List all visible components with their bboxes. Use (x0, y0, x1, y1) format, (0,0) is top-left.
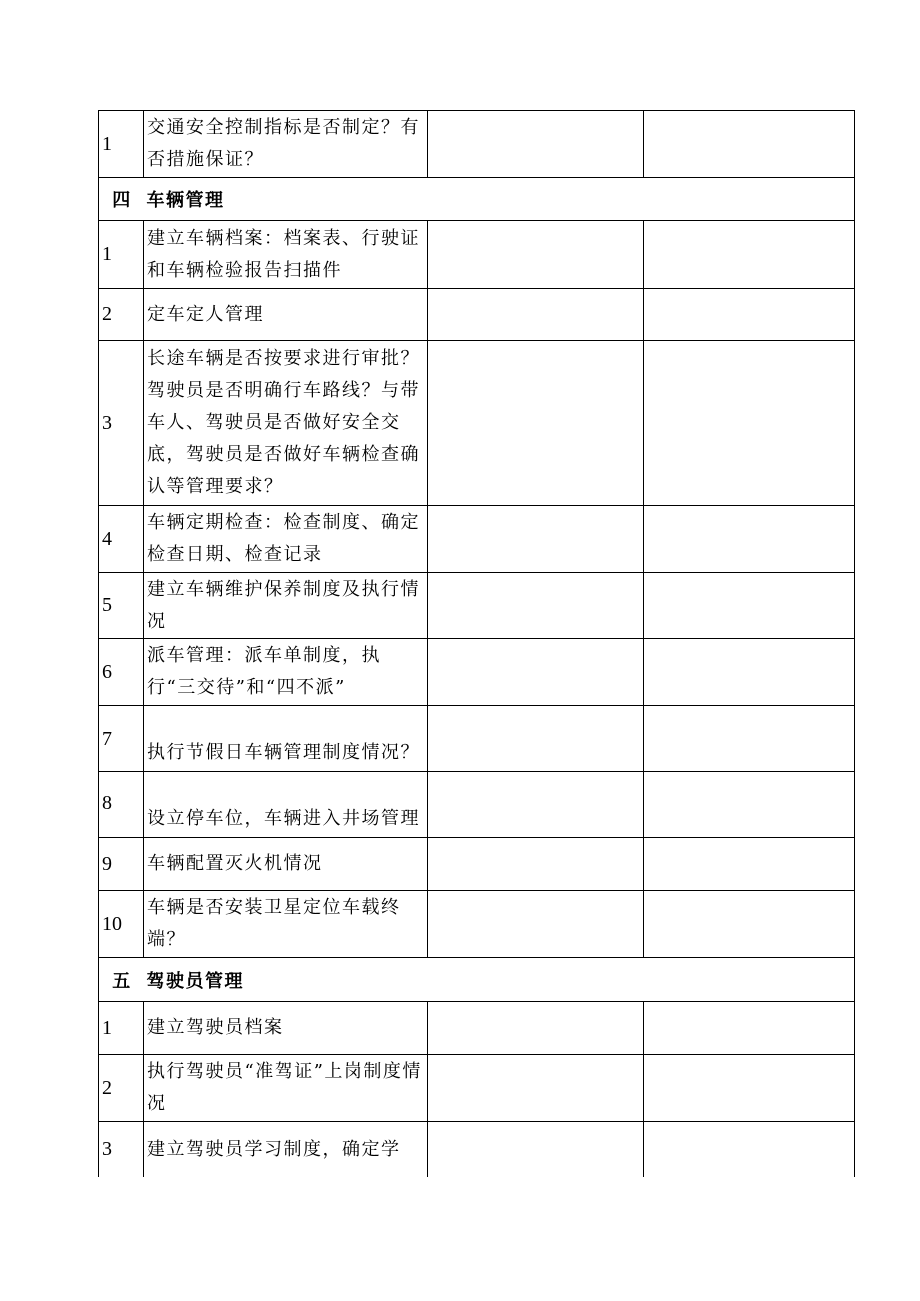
table-row (99, 838, 855, 891)
table-row (99, 573, 855, 639)
remark-cell (644, 706, 855, 772)
result-cell (428, 221, 644, 289)
table-row (99, 1002, 855, 1055)
remark-cell (644, 772, 855, 838)
row-number: 5 (99, 573, 144, 639)
row-number: 1 (99, 1002, 144, 1055)
check-item: 交通安全控制指标是否制定？有否措施保证？ (144, 111, 428, 178)
remark-cell (644, 111, 855, 178)
row-number: 2 (99, 1055, 144, 1122)
table-row (99, 891, 855, 958)
table-row (99, 1055, 855, 1122)
result-cell (428, 639, 644, 706)
section-number: 四 (99, 178, 144, 221)
row-number: 4 (99, 506, 144, 573)
check-item: 派车管理：派车单制度，执行“三交待”和“四不派” (144, 639, 428, 706)
result-cell (428, 111, 644, 178)
section-header-row (99, 178, 855, 221)
table-row (99, 1122, 855, 1177)
result-cell (428, 573, 644, 639)
check-item: 建立驾驶员档案 (144, 1002, 428, 1055)
table-row (99, 706, 855, 772)
table-row (99, 289, 855, 341)
result-cell (428, 1055, 644, 1122)
result-cell (428, 1002, 644, 1055)
table-row (99, 506, 855, 573)
table-row (99, 341, 855, 506)
result-cell (428, 289, 644, 341)
check-item: 车辆是否安装卫星定位车载终端？ (144, 891, 428, 958)
check-item: 建立车辆档案：档案表、行驶证和车辆检验报告扫描件 (144, 221, 428, 289)
remark-cell (644, 289, 855, 341)
row-number: 1 (99, 111, 144, 178)
row-number: 10 (99, 891, 144, 958)
row-number: 1 (99, 221, 144, 289)
row-number: 7 (99, 706, 144, 772)
table-row (99, 111, 855, 178)
section-title: 驾驶员管理 (144, 958, 855, 1002)
result-cell (428, 772, 644, 838)
table-row (99, 221, 855, 289)
remark-cell (644, 221, 855, 289)
remark-cell (644, 1055, 855, 1122)
table-row (99, 639, 855, 706)
remark-cell (644, 506, 855, 573)
row-number: 3 (99, 1122, 144, 1177)
row-number: 6 (99, 639, 144, 706)
check-item: 设立停车位，车辆进入井场管理 (144, 772, 428, 838)
section-header-row (99, 958, 855, 1002)
remark-cell (644, 1002, 855, 1055)
inspection-checklist-table (98, 110, 855, 1177)
table-row (99, 772, 855, 838)
check-item: 车辆配置灭火机情况 (144, 838, 428, 891)
row-number: 8 (99, 772, 144, 838)
row-number: 2 (99, 289, 144, 341)
result-cell (428, 838, 644, 891)
result-cell (428, 891, 644, 958)
row-number: 9 (99, 838, 144, 891)
check-item: 长途车辆是否按要求进行审批？驾驶员是否明确行车路线？与带车人、驾驶员是否做好安全交底，驾驶员是否做好车辆检查确认等管理要求？ (144, 341, 428, 506)
section-number: 五 (99, 958, 144, 1002)
remark-cell (644, 573, 855, 639)
remark-cell (644, 891, 855, 958)
remark-cell (644, 1122, 855, 1177)
remark-cell (644, 838, 855, 891)
check-item: 车辆定期检查：检查制度、确定检查日期、检查记录 (144, 506, 428, 573)
result-cell (428, 1122, 644, 1177)
result-cell (428, 506, 644, 573)
check-item: 定车定人管理 (144, 289, 428, 341)
section-title: 车辆管理 (144, 178, 855, 221)
check-item: 执行驾驶员“准驾证”上岗制度情况 (144, 1055, 428, 1122)
result-cell (428, 706, 644, 772)
check-item: 建立驾驶员学习制度，确定学 (144, 1122, 428, 1177)
check-item: 建立车辆维护保养制度及执行情况 (144, 573, 428, 639)
remark-cell (644, 341, 855, 506)
check-item: 执行节假日车辆管理制度情况？ (144, 706, 428, 772)
result-cell (428, 341, 644, 506)
remark-cell (644, 639, 855, 706)
row-number: 3 (99, 341, 144, 506)
